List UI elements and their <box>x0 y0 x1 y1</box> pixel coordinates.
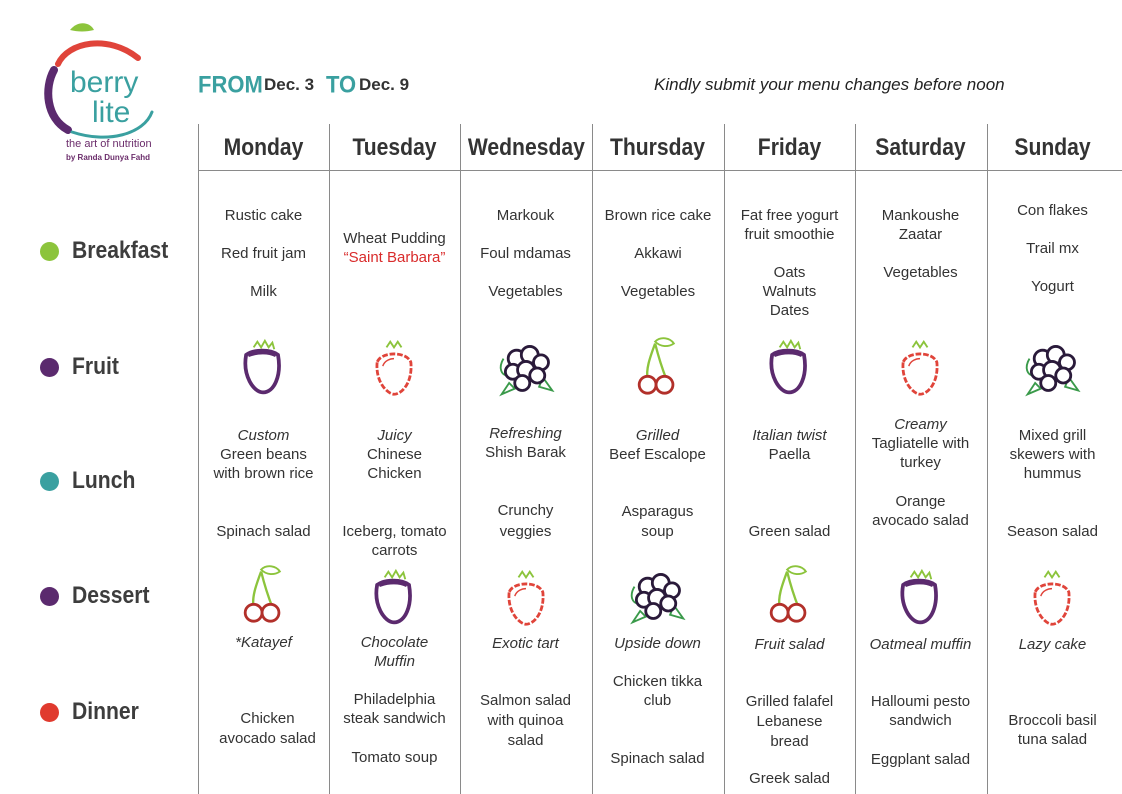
breakfast-wednesday: Markouk Foul mdamas Vegetables <box>480 207 571 300</box>
cherry-icon <box>759 562 819 626</box>
dinner-sunday: Broccoli basil tuna salad <box>1008 712 1097 748</box>
from-label: FROM <box>198 70 263 98</box>
day-friday: Friday <box>757 134 822 161</box>
row-label-lunch: Lunch <box>40 468 144 494</box>
cherry-icon <box>627 334 687 398</box>
day-tuesday: Tuesday <box>352 134 437 161</box>
lunch-dot <box>40 472 59 491</box>
berry-icon <box>364 566 424 630</box>
breakfast-sunday: Con flakes Trail mx Yogurt <box>1017 202 1088 295</box>
fruit-dot <box>40 358 59 377</box>
blackberry-icon <box>496 336 556 400</box>
day-monday: Monday <box>223 134 304 161</box>
berry-icon <box>233 336 293 400</box>
lunch-friday: Italian twist Paella Green salad <box>748 427 831 540</box>
breakfast-monday: Rustic cake Red fruit jam Milk <box>220 207 307 300</box>
dinner-monday: Chicken avocado salad <box>219 710 316 747</box>
breakfast-friday: Fat free yogurt fruit smoothie Oats Walnuts Dates <box>740 207 839 319</box>
day-saturday: Saturday <box>875 134 966 161</box>
blackberry-icon <box>627 564 687 628</box>
from-date: Dec. 3 <box>264 75 315 94</box>
raspberry-icon <box>890 336 950 400</box>
lunch-saturday: Creamy Tagliatelle with turkey Orange avocado salad <box>871 416 970 529</box>
dessert-thursday: Upside down <box>614 635 701 652</box>
breakfast-saturday: Mankoushe Zaatar Vegetables <box>881 207 960 281</box>
lunch-thursday: Grilled Beef Escalope Asparagus soup <box>609 427 706 540</box>
lunch-sunday: Mixed grill skewers with hummus Season salad <box>1007 427 1098 540</box>
row-label-fruit: Fruit <box>40 354 125 380</box>
blackberry-icon <box>1022 336 1082 400</box>
berry-icon <box>759 336 819 400</box>
to-date: Dec. 9 <box>359 75 410 94</box>
menu-notice: Kindly submit your menu changes before noon <box>654 75 1005 94</box>
lunch-wednesday: Refreshing Shish Barak Crunchy veggies <box>485 425 566 540</box>
dinner-saturday: Halloumi pesto sandwich Eggplant salad <box>870 693 971 768</box>
dessert-monday: *Katayef <box>235 634 292 651</box>
breakfast-dot <box>40 242 59 261</box>
day-wednesday: Wednesday <box>467 134 585 161</box>
dessert-friday: Fruit salad <box>754 636 825 653</box>
header-divider <box>198 170 1122 171</box>
cherry-icon <box>233 562 293 626</box>
row-label-dinner: Dinner <box>40 699 148 725</box>
breakfast-tuesday: Wheat Pudding “Saint Barbara” <box>343 230 446 266</box>
lunch-tuesday: Juicy Chinese Chicken Iceberg, tomato carrots <box>342 427 447 559</box>
day-sunday: Sunday <box>1014 134 1091 161</box>
brand-byline: by Randa Dunya Fahd <box>66 153 151 162</box>
berry-icon <box>890 566 950 630</box>
dessert-tuesday: Chocolate Muffin <box>360 634 429 670</box>
svg-text:berry: berry <box>70 66 139 99</box>
dinner-thursday: Chicken tikka club Spinach salad <box>610 673 705 767</box>
dinner-friday: Grilled falafel Lebanese bread Greek salad <box>745 693 834 787</box>
dessert-sunday: Lazy cake <box>1018 636 1087 653</box>
raspberry-icon <box>364 336 424 400</box>
brand-tagline: the art of nutrition <box>66 138 152 150</box>
breakfast-thursday: Brown rice cake Akkawi Vegetables <box>604 207 712 300</box>
lunch-monday: Custom Green beans with brown rice Spinach salad <box>213 427 314 540</box>
dinner-wednesday: Salmon salad with quinoa salad <box>480 692 571 749</box>
raspberry-icon <box>1022 566 1082 630</box>
dessert-saturday: Oatmeal muffin <box>869 636 972 653</box>
dessert-dot <box>40 587 59 606</box>
dinner-dot <box>40 703 59 722</box>
day-thursday: Thursday <box>609 134 706 161</box>
row-label-breakfast: Breakfast <box>40 238 181 264</box>
row-label-dessert: Dessert <box>40 583 160 609</box>
dinner-tuesday: Philadelphia steak sandwich Tomato soup <box>343 691 446 766</box>
to-label: TO <box>326 70 357 98</box>
svg-text:lite: lite <box>92 96 131 129</box>
dessert-wednesday: Exotic tart <box>492 635 559 652</box>
raspberry-icon <box>496 566 556 630</box>
